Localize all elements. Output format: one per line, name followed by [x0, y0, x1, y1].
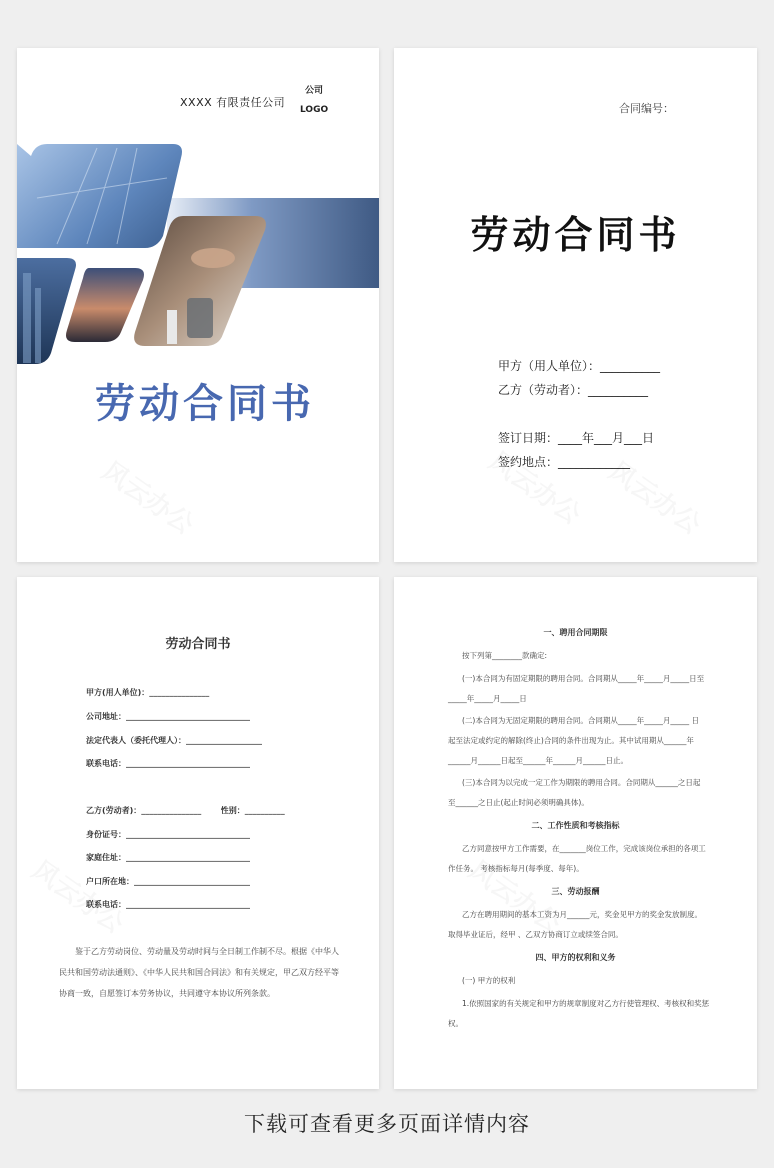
- term-line: 作任务。 考核指标每月(每季度、每年)。: [448, 864, 584, 873]
- term-line: (一) 甲方的权利: [462, 976, 516, 985]
- phone-field-b: 联系电话：_______________________________: [86, 900, 250, 909]
- logo-line1: 公司: [305, 86, 324, 96]
- company-address-field: 公司地址：_______________________________: [86, 712, 250, 721]
- section-heading-2: 二、工作性质和考核指标: [531, 821, 620, 830]
- id-number-field: 身份证号：_______________________________: [86, 830, 250, 839]
- sign-date-line: 签订日期：____年___月___日: [498, 431, 655, 445]
- household-registration-field: 户口所在地：_____________________________: [86, 877, 250, 886]
- page-parties: [17, 577, 379, 1089]
- watermark: [26, 851, 132, 941]
- term-line: 乙方同意按甲方工作需要，在_______岗位工作，完成该岗位承担的各项工: [462, 844, 706, 853]
- home-address-field: 家庭住址：_______________________________: [86, 853, 250, 862]
- term-line: 起至法定或约定的解除(终止)合同的条件出现为止。其中试用期从______年: [448, 736, 694, 745]
- company-name: XXXX 有限责任公司: [180, 96, 286, 109]
- cover-title: 劳动合同书: [95, 380, 315, 427]
- term-line: 1.依照国家的有关规定和甲方的规章制度对乙方行使管理权、考核权和奖惩: [462, 999, 710, 1008]
- sign-place-line: 签约地点：____________: [498, 455, 631, 469]
- term-line: 取得毕业证后，经甲 、乙双方协商订立或续签合同。: [448, 930, 623, 939]
- page-cover: [17, 48, 379, 562]
- download-more-link[interactable]: 下载可查看更多页面详情内容: [244, 1112, 530, 1136]
- term-line: 按下列第________款确定:: [462, 651, 548, 660]
- party-b-field: 乙方(劳动者)：_______________ 性别：__________: [86, 806, 285, 815]
- term-line: 权。: [448, 1019, 463, 1028]
- party-b-line: 乙方（劳动者）：__________: [498, 383, 649, 397]
- term-line: (二)本合同为无固定期限的聘用合同。合同期从_____年_____月_____ 日: [462, 716, 699, 725]
- contract-title: 劳动合同书: [470, 212, 681, 257]
- section-heading-3: 三、劳动报酬: [551, 887, 600, 896]
- party-a-line: 甲方（用人单位）：__________: [498, 359, 661, 373]
- cover-photo-collage: [17, 48, 379, 562]
- term-line: _____年_____月_____日: [448, 694, 527, 703]
- contract-number-label: 合同编号：: [619, 102, 674, 115]
- legal-rep-field: 法定代表人（委托代理人）：___________________: [86, 736, 262, 745]
- phone-field: 联系电话：_______________________________: [86, 759, 250, 768]
- preamble-paragraph: 鉴于乙方劳动岗位、劳动量及劳动时间与全日制工作制不尽。根据《中华人民共和国劳动法通则》、《中华人民共和国合同法》和有关规定，甲乙双方经平等协商一致，自愿签订本劳务协议，共同遵守本协议所列条款。: [59, 947, 339, 998]
- section-heading-4: 四、甲方的权利和义务: [535, 953, 616, 962]
- term-line: (三)本合同为以完成一定工作为期限的聘用合同。合同期从______之日起: [462, 778, 701, 787]
- term-line: (一)本合同为有固定期限的聘用合同。合同期从_____年_____月_____日至: [462, 674, 705, 683]
- term-line: ______月______日起至______年______月______日止。: [448, 756, 628, 765]
- section-heading-1: 一、聘用合同期限: [543, 628, 608, 637]
- sunset-photo: [66, 268, 144, 342]
- term-line: 至______之日止(起止时间必须明确具体)。: [448, 798, 589, 807]
- term-line: 乙方在聘用期间的基本工资为月______元，奖金见甲方的奖金发放制度。: [462, 910, 702, 919]
- party-a-field: 甲方(用人单位)：_______________: [86, 688, 210, 697]
- watermark: [603, 452, 709, 542]
- logo-line2: LOGO: [300, 105, 329, 115]
- page-heading: 劳动合同书: [165, 637, 231, 652]
- page-title-sheet: [394, 48, 757, 562]
- page-terms: [394, 577, 757, 1089]
